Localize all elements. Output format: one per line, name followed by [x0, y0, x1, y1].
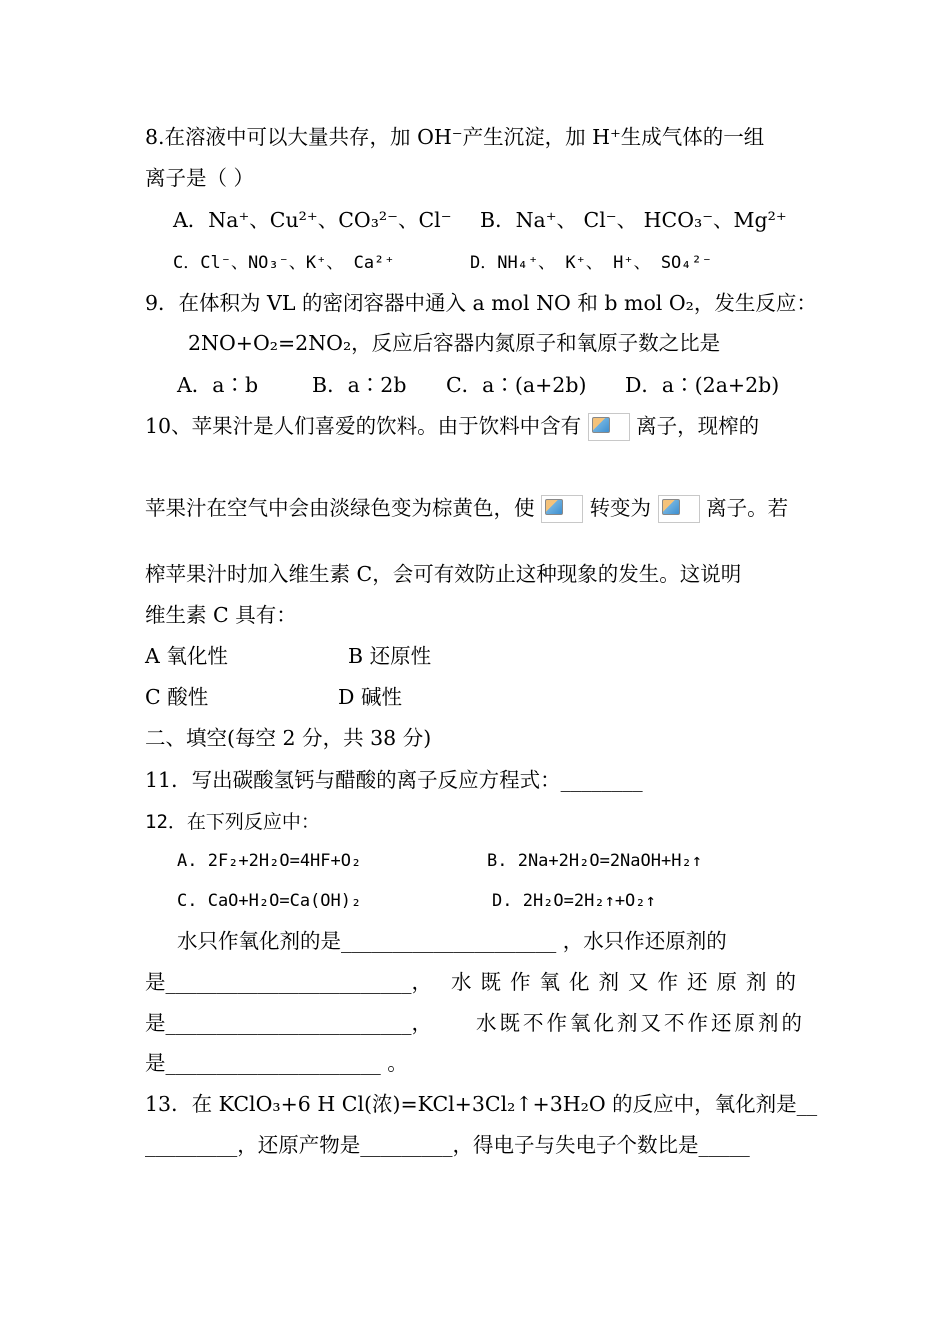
q9-line1: 9．在体积为 VL 的密闭容器中通入 a mol NO 和 b mol O₂，发生反应：	[145, 291, 817, 315]
q12-option-d: D. 2H₂O=2H₂↑+O₂↑	[492, 891, 656, 911]
q12-blank-line2-a: 是________________________，	[145, 970, 432, 994]
q8-line2: 离子是（ ）	[145, 166, 255, 190]
q9-option-a: A．a∶b	[177, 373, 259, 397]
q12-blank-line3-a: 是________________________，	[145, 1011, 432, 1035]
broken-image-icon	[658, 495, 700, 523]
q10-option-a: A 氧化性	[145, 644, 228, 668]
q10-line3: 榨苹果汁时加入维生素 C，会可有效防止这种现象的发生。这说明	[145, 562, 742, 586]
q8-line1: 8.在溶液中可以大量共存，加 OH⁻产生沉淀，加 H⁺生成气体的一组	[145, 125, 765, 149]
q8-option-a: A．Na⁺、Cu²⁺、CO₃²⁻、Cl⁻	[173, 208, 452, 232]
q10-option-b: B 还原性	[348, 644, 432, 668]
q12-option-a: A. 2F₂+2H₂O=4HF+O₂	[177, 851, 362, 871]
broken-image-icon	[541, 495, 583, 523]
q10-line2-text-c: 离子。若	[706, 496, 789, 520]
q13-line1: 13．在 KClO₃+6 H Cl(浓)=KCl+3Cl₂↑+3H₂O 的反应中，氧化剂是__	[145, 1092, 818, 1116]
q12-blank-line2	[145, 969, 805, 995]
broken-image-icon	[588, 413, 630, 441]
q8-option-b: B．Na⁺、 Cl⁻、 HCO₃⁻、Mg²⁺	[480, 208, 787, 232]
q11-line: 11．写出碳酸氢钙与醋酸的离子反应方程式：________	[145, 768, 643, 792]
q12-blank-line3-b: 水既不作氧化剂又不作还原剂的	[476, 1011, 805, 1035]
q9-option-d: D．a∶(2a+2b)	[625, 373, 780, 397]
q10-line1	[145, 413, 759, 441]
q12-blank-line4: 是_____________________ 。	[145, 1051, 408, 1075]
q12-option-b: B. 2Na+2H₂O=2NaOH+H₂↑	[487, 851, 702, 871]
q9-option-b: B．a∶2b	[312, 373, 407, 397]
q10-line2-text-b: 转变为	[589, 496, 652, 520]
q8-option-c: C．Cl⁻、NO₃⁻、K⁺、 Ca²⁺	[173, 253, 395, 273]
q12-blank-line1: 水只作氧化剂的是_____________________ ，水只作还原剂的	[177, 929, 727, 953]
q12-blank-line3	[145, 1010, 805, 1036]
q12-title: 12．在下列反应中：	[145, 811, 320, 833]
q10-line1-text-a: 10、苹果汁是人们喜爱的饮料。由于饮料中含有	[145, 414, 582, 438]
q10-option-d: D 碱性	[338, 685, 402, 709]
section-heading: 二、填空(每空 2 分，共 38 分)	[145, 726, 432, 750]
q9-option-c: C．a∶(a+2b)	[446, 373, 587, 397]
q13-line2: _________，还原产物是_________，得电子与失电子个数比是_____	[145, 1133, 750, 1157]
q10-option-c: C 酸性	[145, 685, 209, 709]
q12-option-c: C. CaO+H₂O=Ca(OH)₂	[177, 891, 362, 911]
q10-line2-text-a: 苹果汁在空气中会由淡绿色变为棕黄色，使	[145, 496, 535, 520]
q8-option-d: D．NH₄⁺、 K⁺、 H⁺、 SO₄²⁻	[470, 253, 712, 273]
q10-line4: 维生素 C 具有：	[145, 603, 297, 627]
q10-line2	[145, 495, 788, 523]
q9-line2: 2NO+O₂=2NO₂，反应后容器内氮原子和氧原子数之比是	[188, 331, 721, 355]
q12-blank-line2-b: 水既作氧化剂又作还原剂的	[451, 970, 805, 994]
q10-line1-text-b: 离子，现榨的	[636, 414, 760, 438]
